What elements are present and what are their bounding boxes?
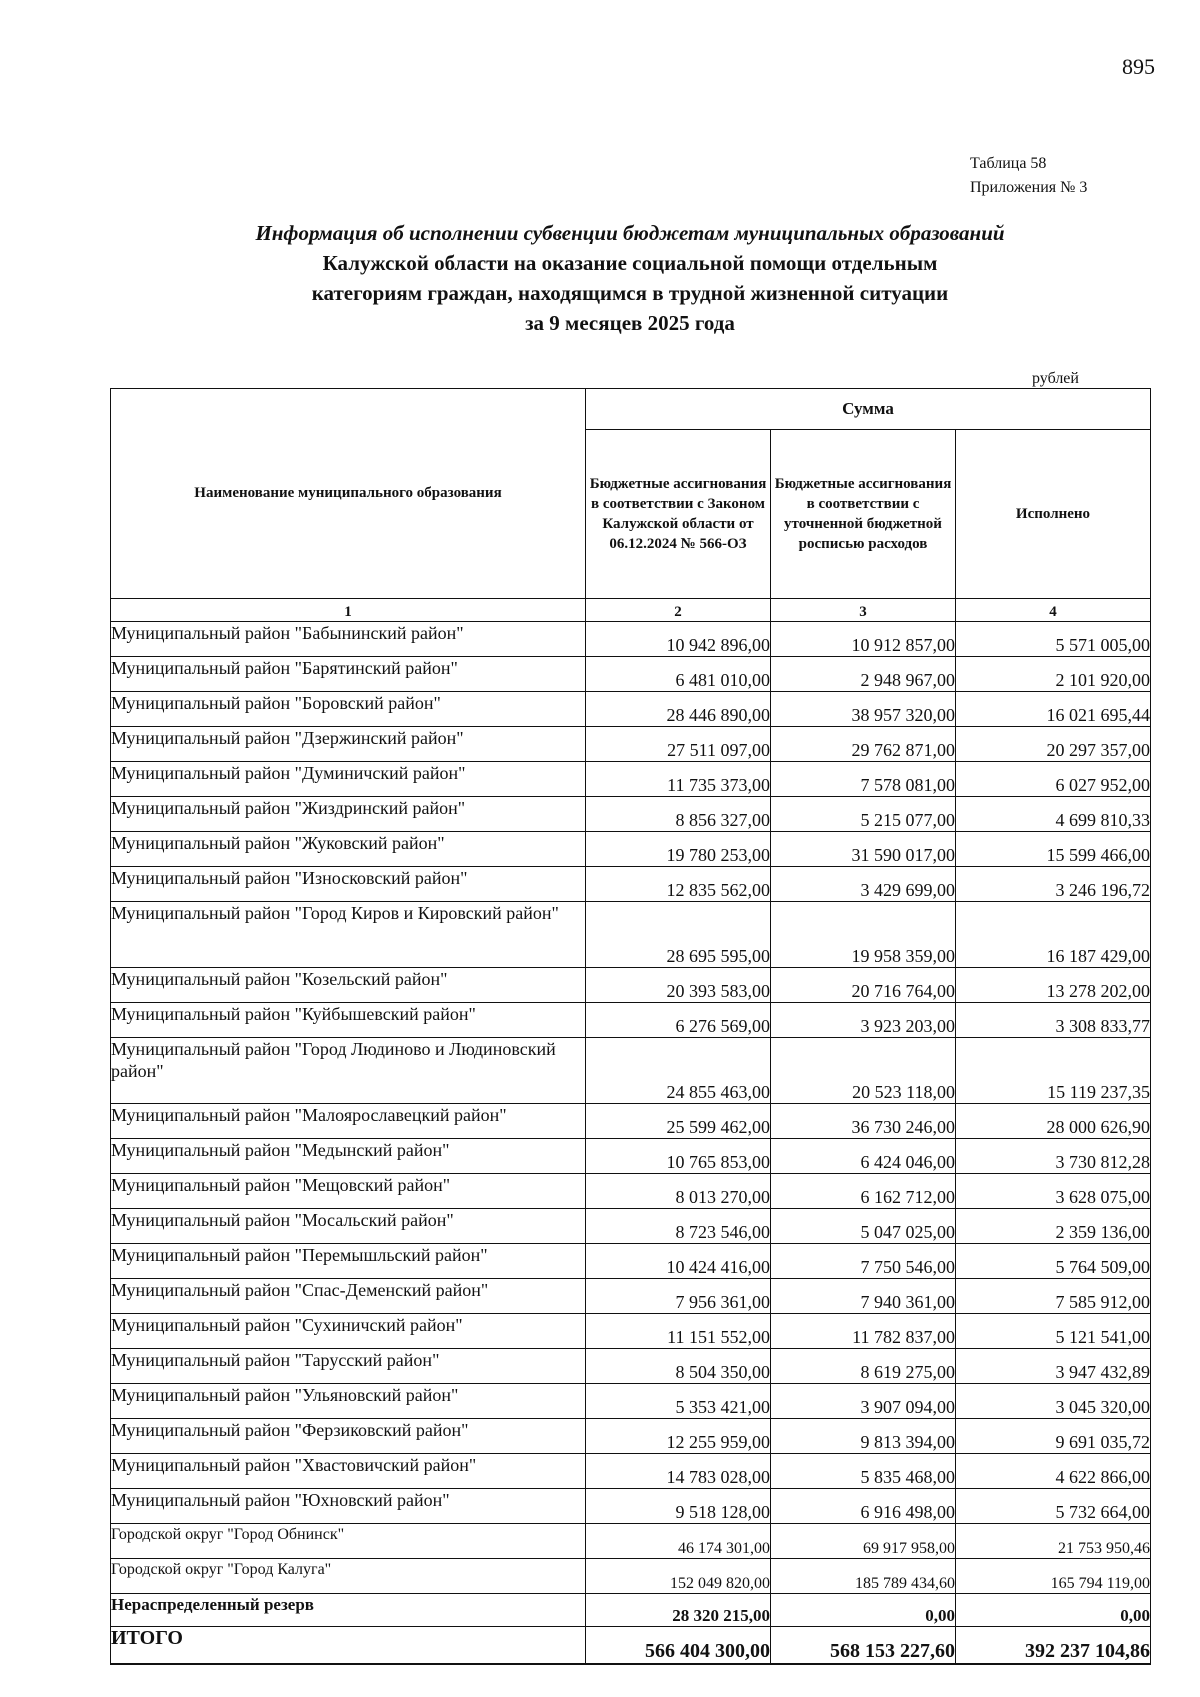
executed-amount: 5 732 664,00 xyxy=(956,1489,1151,1524)
law-appropriation: 12 835 562,00 xyxy=(586,867,771,902)
refined-appropriation: 19 958 359,00 xyxy=(771,902,956,968)
law-appropriation: 8 723 546,00 xyxy=(586,1209,771,1244)
executed-amount: 28 000 626,90 xyxy=(956,1104,1151,1139)
law-appropriation: 9 518 128,00 xyxy=(586,1489,771,1524)
executed-amount: 15 599 466,00 xyxy=(956,832,1151,867)
page-number: 895 xyxy=(1122,54,1155,79)
municipality-name: Муниципальный район "Износковский район" xyxy=(111,867,586,902)
refined-appropriation: 31 590 017,00 xyxy=(771,832,956,867)
municipality-name: Муниципальный район "Боровский район" xyxy=(111,692,586,727)
municipality-name: Муниципальный район "Мосальский район" xyxy=(111,1209,586,1244)
table-row xyxy=(111,1559,1151,1594)
table-number: Таблица 58 xyxy=(970,155,1047,172)
law-appropriation: 10 765 853,00 xyxy=(586,1139,771,1174)
column-number-1: 1 xyxy=(111,599,586,622)
executed-amount: 4 699 810,33 xyxy=(956,797,1151,832)
law-appropriation: 8 504 350,00 xyxy=(586,1349,771,1384)
table-row xyxy=(111,1139,1151,1174)
reserve-executed: 0,00 xyxy=(956,1594,1151,1627)
column-number-4: 4 xyxy=(956,599,1151,622)
refined-appropriation: 11 782 837,00 xyxy=(771,1314,956,1349)
subvention-table xyxy=(110,388,1151,1665)
executed-amount: 16 021 695,44 xyxy=(956,692,1151,727)
header-municipality-name: Наименование муниципального образования xyxy=(111,389,586,599)
column-number-2: 2 xyxy=(586,599,771,622)
table-row xyxy=(111,1209,1151,1244)
refined-appropriation: 8 619 275,00 xyxy=(771,1349,956,1384)
law-appropriation: 14 783 028,00 xyxy=(586,1454,771,1489)
total-executed: 392 237 104,86 xyxy=(956,1627,1151,1665)
title-line-3: категориям граждан, находящимся в трудной жизненной ситуации xyxy=(311,281,949,305)
document-title xyxy=(180,218,1080,338)
table-row xyxy=(111,657,1151,692)
table-row xyxy=(111,1104,1151,1139)
table-row xyxy=(111,1279,1151,1314)
refined-appropriation: 9 813 394,00 xyxy=(771,1419,956,1454)
table-row xyxy=(111,762,1151,797)
executed-amount: 5 764 509,00 xyxy=(956,1244,1151,1279)
executed-amount: 3 308 833,77 xyxy=(956,1003,1151,1038)
law-appropriation: 12 255 959,00 xyxy=(586,1419,771,1454)
reserve-refined: 0,00 xyxy=(771,1594,956,1627)
law-appropriation: 11 151 552,00 xyxy=(586,1314,771,1349)
executed-amount: 13 278 202,00 xyxy=(956,968,1151,1003)
total-name: ИТОГО xyxy=(111,1627,586,1665)
refined-appropriation: 3 429 699,00 xyxy=(771,867,956,902)
reserve-name: Нераспределенный резерв xyxy=(111,1594,586,1627)
table-body xyxy=(111,622,1151,1594)
reserve-law: 28 320 215,00 xyxy=(586,1594,771,1627)
municipality-name: Муниципальный район "Козельский район" xyxy=(111,968,586,1003)
municipality-name: Муниципальный район "Малоярославецкий район" xyxy=(111,1104,586,1139)
reserve-row xyxy=(111,1594,1151,1627)
law-appropriation: 46 174 301,00 xyxy=(586,1524,771,1559)
municipality-name: Муниципальный район "Сухиничский район" xyxy=(111,1314,586,1349)
municipality-name: Городской округ "Город Обнинск" xyxy=(111,1524,586,1559)
table-row xyxy=(111,832,1151,867)
refined-appropriation: 7 578 081,00 xyxy=(771,762,956,797)
law-appropriation: 20 393 583,00 xyxy=(586,968,771,1003)
table-row xyxy=(111,1003,1151,1038)
law-appropriation: 19 780 253,00 xyxy=(586,832,771,867)
refined-appropriation: 29 762 871,00 xyxy=(771,727,956,762)
law-appropriation: 8 856 327,00 xyxy=(586,797,771,832)
executed-amount: 3 730 812,28 xyxy=(956,1139,1151,1174)
municipality-name: Муниципальный район "Спас-Деменский район" xyxy=(111,1279,586,1314)
currency-unit: рублей xyxy=(1032,370,1079,387)
municipality-name: Муниципальный район "Жуковский район" xyxy=(111,832,586,867)
table-row xyxy=(111,867,1151,902)
table-row xyxy=(111,1174,1151,1209)
municipality-name: Муниципальный район "Перемышльский район" xyxy=(111,1244,586,1279)
table-row xyxy=(111,727,1151,762)
law-appropriation: 28 695 595,00 xyxy=(586,902,771,968)
table-row xyxy=(111,1489,1151,1524)
municipality-name: Муниципальный район "Ферзиковский район" xyxy=(111,1419,586,1454)
law-appropriation: 6 276 569,00 xyxy=(586,1003,771,1038)
municipality-name: Муниципальный район "Мещовский район" xyxy=(111,1174,586,1209)
refined-appropriation: 10 912 857,00 xyxy=(771,622,956,657)
executed-amount: 2 101 920,00 xyxy=(956,657,1151,692)
executed-amount: 3 628 075,00 xyxy=(956,1174,1151,1209)
municipality-name: Муниципальный район "Ульяновский район" xyxy=(111,1384,586,1419)
table-reference xyxy=(970,152,1087,200)
executed-amount: 5 571 005,00 xyxy=(956,622,1151,657)
refined-appropriation: 3 907 094,00 xyxy=(771,1384,956,1419)
refined-appropriation: 5 215 077,00 xyxy=(771,797,956,832)
refined-appropriation: 3 923 203,00 xyxy=(771,1003,956,1038)
municipality-name: Муниципальный район "Юхновский район" xyxy=(111,1489,586,1524)
appendix-number: Приложения № 3 xyxy=(970,179,1088,196)
refined-appropriation: 5 047 025,00 xyxy=(771,1209,956,1244)
law-appropriation: 7 956 361,00 xyxy=(586,1279,771,1314)
table-row xyxy=(111,1038,1151,1104)
table-row xyxy=(111,622,1151,657)
executed-amount: 15 119 237,35 xyxy=(956,1038,1151,1104)
table-row xyxy=(111,1349,1151,1384)
executed-amount: 9 691 035,72 xyxy=(956,1419,1151,1454)
table-row xyxy=(111,1314,1151,1349)
refined-appropriation: 20 716 764,00 xyxy=(771,968,956,1003)
header-law-appropriations: Бюджетные ассигнования в соответствии с Законом Калужской области от 06.12.2024 № 566-ОЗ xyxy=(586,430,771,599)
refined-appropriation: 20 523 118,00 xyxy=(771,1038,956,1104)
law-appropriation: 11 735 373,00 xyxy=(586,762,771,797)
refined-appropriation: 5 835 468,00 xyxy=(771,1454,956,1489)
law-appropriation: 27 511 097,00 xyxy=(586,727,771,762)
header-sum-group: Сумма xyxy=(586,389,1151,430)
executed-amount: 4 622 866,00 xyxy=(956,1454,1151,1489)
executed-amount: 7 585 912,00 xyxy=(956,1279,1151,1314)
law-appropriation: 25 599 462,00 xyxy=(586,1104,771,1139)
executed-amount: 20 297 357,00 xyxy=(956,727,1151,762)
refined-appropriation: 7 940 361,00 xyxy=(771,1279,956,1314)
title-line-2: Калужской области на оказание социальной помощи отдельным xyxy=(322,251,938,275)
executed-amount: 165 794 119,00 xyxy=(956,1559,1151,1594)
executed-amount: 21 753 950,46 xyxy=(956,1524,1151,1559)
law-appropriation: 10 942 896,00 xyxy=(586,622,771,657)
law-appropriation: 6 481 010,00 xyxy=(586,657,771,692)
table-row xyxy=(111,968,1151,1003)
table-row xyxy=(111,1419,1151,1454)
total-law: 566 404 300,00 xyxy=(586,1627,771,1665)
total-refined: 568 153 227,60 xyxy=(771,1627,956,1665)
municipality-name: Муниципальный район "Город Киров и Кировский район" xyxy=(111,902,586,968)
municipality-name: Муниципальный район "Хвастовичский район" xyxy=(111,1454,586,1489)
law-appropriation: 24 855 463,00 xyxy=(586,1038,771,1104)
municipality-name: Муниципальный район "Дзержинский район" xyxy=(111,727,586,762)
table-row xyxy=(111,1384,1151,1419)
refined-appropriation: 36 730 246,00 xyxy=(771,1104,956,1139)
refined-appropriation: 7 750 546,00 xyxy=(771,1244,956,1279)
table-row xyxy=(111,692,1151,727)
refined-appropriation: 2 948 967,00 xyxy=(771,657,956,692)
law-appropriation: 28 446 890,00 xyxy=(586,692,771,727)
table-row xyxy=(111,1244,1151,1279)
title-line-1: Информация об исполнении субвенции бюджетам муниципальных образований xyxy=(255,221,1005,245)
executed-amount: 3 246 196,72 xyxy=(956,867,1151,902)
refined-appropriation: 38 957 320,00 xyxy=(771,692,956,727)
table-row xyxy=(111,1524,1151,1559)
executed-amount: 6 027 952,00 xyxy=(956,762,1151,797)
executed-amount: 3 947 432,89 xyxy=(956,1349,1151,1384)
municipality-name: Муниципальный район "Город Людиново и Людиновский район" xyxy=(111,1038,586,1104)
header-executed: Исполнено xyxy=(956,430,1151,599)
executed-amount: 5 121 541,00 xyxy=(956,1314,1151,1349)
municipality-name: Муниципальный район "Бабынинский район" xyxy=(111,622,586,657)
executed-amount: 16 187 429,00 xyxy=(956,902,1151,968)
refined-appropriation: 185 789 434,60 xyxy=(771,1559,956,1594)
law-appropriation: 10 424 416,00 xyxy=(586,1244,771,1279)
table-row xyxy=(111,1454,1151,1489)
municipality-name: Муниципальный район "Куйбышевский район" xyxy=(111,1003,586,1038)
refined-appropriation: 6 162 712,00 xyxy=(771,1174,956,1209)
table-row xyxy=(111,797,1151,832)
refined-appropriation: 6 916 498,00 xyxy=(771,1489,956,1524)
municipality-name: Муниципальный район "Жиздринский район" xyxy=(111,797,586,832)
municipality-name: Муниципальный район "Медынский район" xyxy=(111,1139,586,1174)
executed-amount: 3 045 320,00 xyxy=(956,1384,1151,1419)
table-row xyxy=(111,902,1151,968)
total-row xyxy=(111,1627,1151,1665)
municipality-name: Муниципальный район "Думиничский район" xyxy=(111,762,586,797)
municipality-name: Городской округ "Город Калуга" xyxy=(111,1559,586,1594)
law-appropriation: 152 049 820,00 xyxy=(586,1559,771,1594)
executed-amount: 2 359 136,00 xyxy=(956,1209,1151,1244)
law-appropriation: 8 013 270,00 xyxy=(586,1174,771,1209)
header-refined-appropriations: Бюджетные ассигнования в соответствии с уточненной бюджетной росписью расходов xyxy=(771,430,956,599)
refined-appropriation: 69 917 958,00 xyxy=(771,1524,956,1559)
municipality-name: Муниципальный район "Тарусский район" xyxy=(111,1349,586,1384)
refined-appropriation: 6 424 046,00 xyxy=(771,1139,956,1174)
law-appropriation: 5 353 421,00 xyxy=(586,1384,771,1419)
column-number-3: 3 xyxy=(771,599,956,622)
title-line-4: за 9 месяцев 2025 года xyxy=(525,311,735,335)
municipality-name: Муниципальный район "Барятинский район" xyxy=(111,657,586,692)
